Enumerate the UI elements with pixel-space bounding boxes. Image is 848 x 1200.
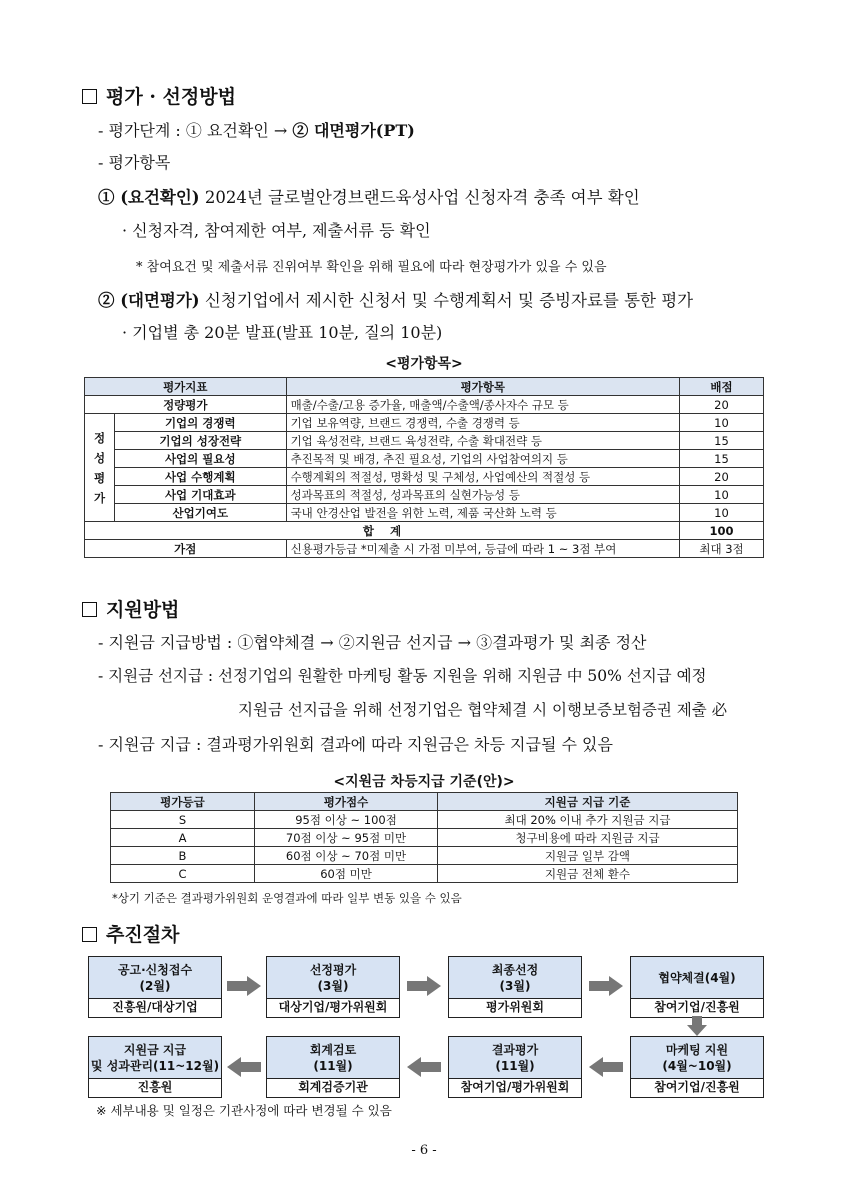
process-step-application: 공고·신청접수 (2월) 진흥원/대상기업: [88, 956, 222, 1018]
arrow-left-icon: [587, 1056, 625, 1078]
process-step-agreement: 협약체결(4월) 참여기업/진흥원: [630, 956, 764, 1018]
eval-header-score: 배점: [680, 378, 764, 396]
process-step-selection-eval: 선정평가 (3월) 대상기업/평가위원회: [266, 956, 400, 1018]
arrow-down-icon: [686, 1015, 708, 1037]
process-step-accounting-review: 회계검토 (11월) 회계검증기관: [266, 1036, 400, 1098]
qual-label: 정 성 평 가: [85, 414, 115, 522]
eval-header-item: 평가항목: [286, 378, 679, 396]
table-row: C 60점 미만 지원금 전체 환수: [111, 865, 738, 883]
process-step-result-eval: 결과평가 (11월) 참여기업/평가위원회: [448, 1036, 582, 1098]
checkbox-square-icon: [82, 927, 97, 942]
grade-table: 평가등급 평가점수 지원금 지급 기준 S 95점 이상 ~ 100점 최대 20% 이내 추가 지원금 지급 A 70점 이상 ~ 95점 미만 청구비용에 따라 지원금 지급 B 60점 이상 ~ 70점 미만 지원금 일부 감액 C 60점 미만 지원금 전체 환수: [110, 792, 738, 883]
checkbox-square-icon: [82, 89, 97, 104]
eval-item-2-sub: · 기업별 총 20분 발표(발표 10분, 질의 10분): [122, 323, 443, 342]
table-row-total: 합 계 100: [85, 522, 764, 540]
eval-item-1: ① (요건확인) 2024년 글로벌안경브랜드육성사업 신청자격 충족 여부 확인: [98, 188, 640, 207]
table-row: 정량평가 매출/수출/고용 증가율, 매출액/수출액/종사자수 규모 등 20: [85, 396, 764, 414]
process-step-payment: 지원금 지급 및 성과관리(11~12월) 진흥원: [88, 1036, 222, 1098]
section-support-title: 지원방법: [82, 595, 179, 622]
support-line-2: - 지원금 선지급 : 선정기업의 원활한 마케팅 활동 지원을 위해 지원금 中 50% 선지급 예정: [98, 667, 707, 685]
table-row: 정 성 평 가 기업의 경쟁력 기업 보유역량, 브랜드 경쟁력, 수출 경쟁력 등 10: [85, 414, 764, 432]
arrow-right-icon: [587, 975, 625, 997]
table-row: 기업의 성장전략 기업 육성전략, 브랜드 육성전략, 수출 확대전략 등 15: [85, 432, 764, 450]
arrow-right-icon: [405, 975, 443, 997]
eval-table: [84, 377, 764, 558]
arrow-left-icon: [225, 1056, 263, 1078]
process-step-marketing-support: 마케팅 지원 (4월~10월) 참여기업/진흥원: [630, 1036, 764, 1098]
table-row-bonus: 가점 신용평가등급 *미제출 시 가점 미부여, 등급에 따라 1 ~ 3점 부여 최대 3점: [85, 540, 764, 558]
section-process-title: 추진절차: [82, 920, 179, 947]
table-row: 사업의 필요성 추진목적 및 배경, 추진 필요성, 기업의 사업참여의지 등 15: [85, 450, 764, 468]
process-note: ※ 세부내용 및 일정은 기관사정에 따라 변경될 수 있음: [96, 1103, 392, 1118]
eval-item-1-note: * 참여요건 및 제출서류 진위여부 확인을 위해 필요에 따라 현장평가가 있을 수 있음: [136, 260, 607, 275]
grade-table-caption: <지원금 차등지급 기준(안)>: [333, 774, 515, 790]
process-step-final-selection: 최종선정 (3월) 평가위원회: [448, 956, 582, 1018]
eval-items-label: - 평가항목: [98, 153, 171, 172]
table-row: B 60점 이상 ~ 70점 미만 지원금 일부 감액: [111, 847, 738, 865]
eval-table-caption: <평가항목>: [385, 356, 463, 372]
eval-item-2: ② (대면평가) 신청기업에서 제시한 신청서 및 수행계획서 및 증빙자료를 통한 평가: [98, 291, 694, 310]
page-number: - 6 -: [411, 1143, 437, 1158]
eval-item-1-sub: · 신청자격, 참여제한 여부, 제출서류 등 확인: [122, 221, 431, 240]
eval-stages: - 평가단계 : ① 요건확인 → ② 대면평가(PT): [98, 121, 415, 140]
arrow-left-icon: [405, 1056, 443, 1078]
grade-table-note: *상기 기준은 결과평가위원회 운영결과에 따라 일부 변동 있을 수 있음: [112, 891, 462, 905]
support-line-4: - 지원금 지급 : 결과평가위원회 결과에 따라 지원금은 차등 지급될 수 있음: [98, 735, 613, 754]
eval-header-indicator: 평가지표: [85, 378, 287, 396]
section-eval-title: 평가 · 선정방법: [82, 82, 236, 109]
support-line-3: 지원금 선지급을 위해 선정기업은 협약체결 시 이행보증보험증권 제출 必: [238, 701, 728, 719]
table-row: 사업 수행계획 수행계획의 적절성, 명확성 및 구체성, 사업예산의 적절성 등 20: [85, 468, 764, 486]
table-row: 산업기여도 국내 안경산업 발전을 위한 노력, 제품 국산화 노력 등 10: [85, 504, 764, 522]
table-row: A 70점 이상 ~ 95점 미만 청구비용에 따라 지원금 지급: [111, 829, 738, 847]
arrow-right-icon: [225, 975, 263, 997]
support-line-1: - 지원금 지급방법 : ①협약체결 → ②지원금 선지급 → ③결과평가 및 최종 정산: [98, 633, 647, 652]
table-row: 사업 기대효과 성과목표의 적절성, 성과목표의 실현가능성 등 10: [85, 486, 764, 504]
checkbox-square-icon: [82, 602, 97, 617]
table-row: S 95점 이상 ~ 100점 최대 20% 이내 추가 지원금 지급: [111, 811, 738, 829]
